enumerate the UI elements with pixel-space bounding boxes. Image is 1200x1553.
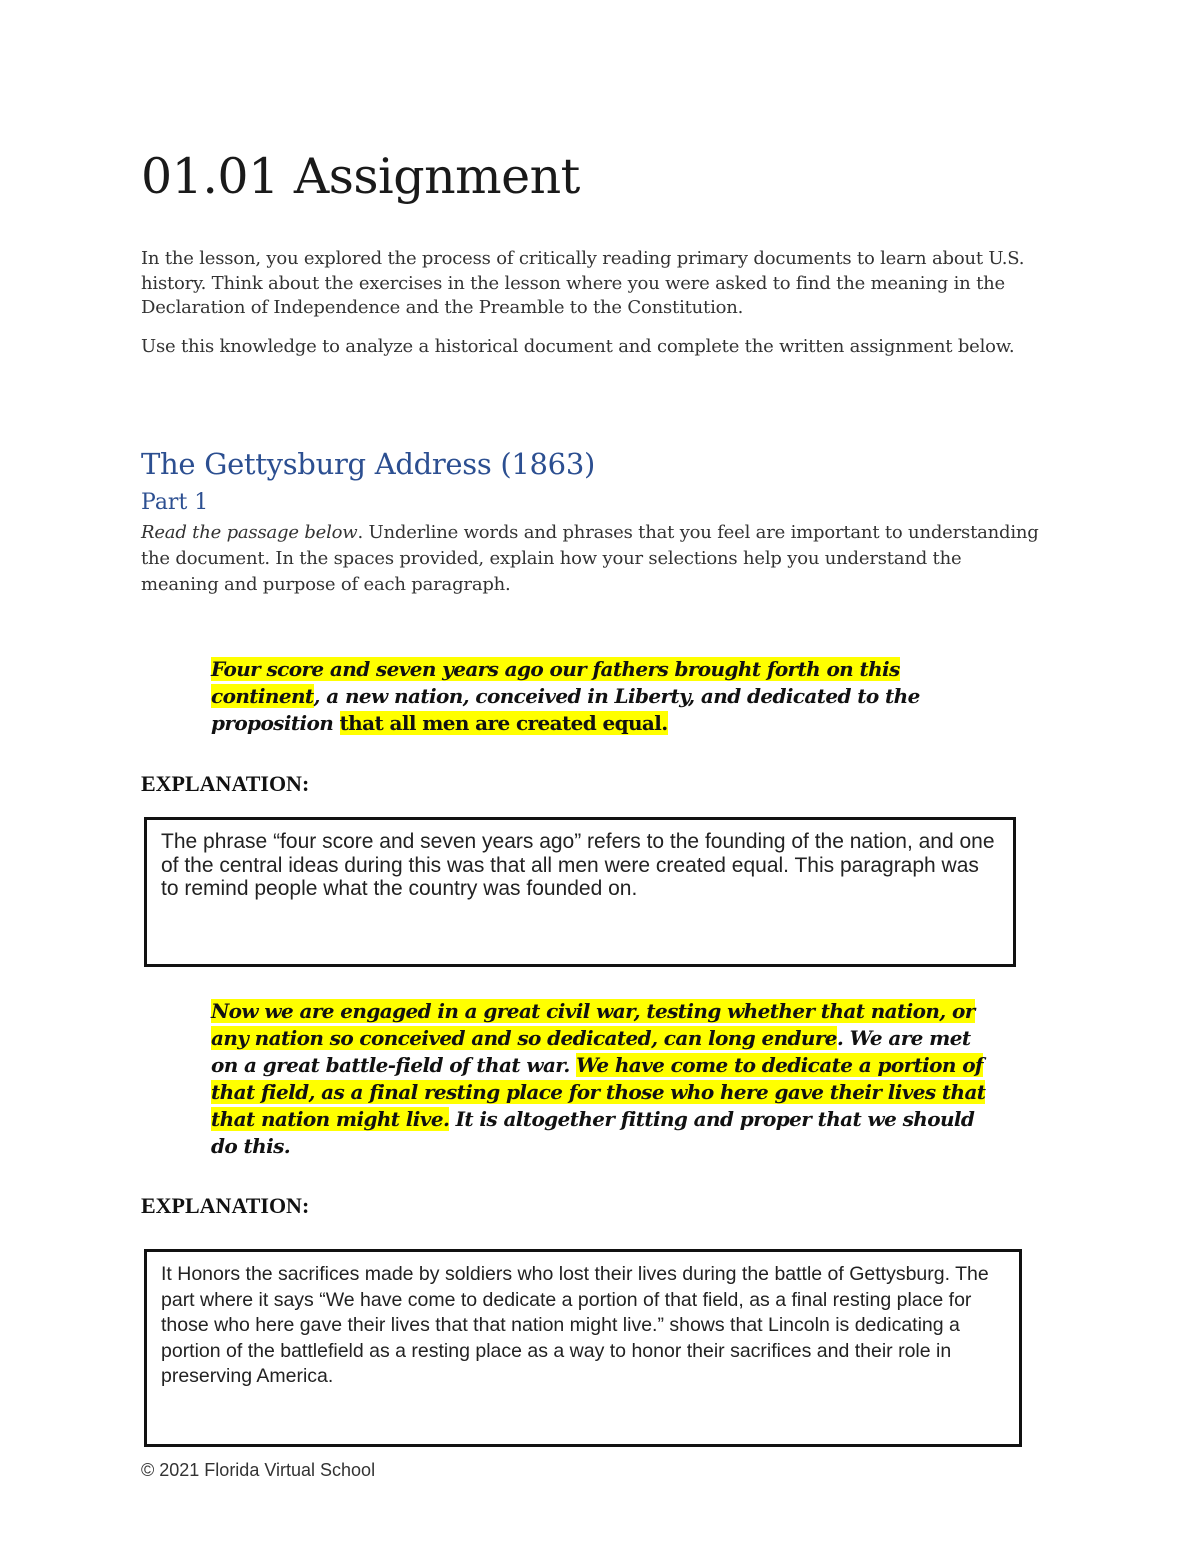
answer-box-1[interactable] bbox=[144, 817, 1016, 967]
answer-text-1: The phrase “four score and seven years ago” refers to the founding of the nation, and one of the central ideas during this was that all men were created equal. This paragraph was to remind people what the country was founded on. bbox=[161, 830, 995, 900]
explanation-label-2: EXPLANATION: bbox=[141, 1193, 310, 1218]
intro-paragraph-2: Use this knowledge to analyze a historical document and complete the written assignment below. bbox=[141, 336, 1015, 357]
instructions bbox=[141, 520, 1041, 598]
passage-2-highlight-a: Now we are engaged in a great civil war, testing whether that nation, or any nation so conceived and so dedicated, can long endure bbox=[211, 999, 975, 1050]
footer-copyright: © 2021 Florida Virtual School bbox=[141, 1460, 376, 1480]
instructions-lead: Read the passage below bbox=[141, 522, 358, 543]
passage-2-plain-a: . We are met on a great battle-field of that war. bbox=[211, 1026, 971, 1077]
passage-2-highlight-b: We have come to dedicate a portion of that field, as a final resting place for those who here gave their lives that that nation might live. bbox=[211, 1053, 986, 1131]
page-title: 01.01 Assignment bbox=[141, 148, 580, 205]
passage-1-plain-a: , a new nation, conceived in Liberty, and dedicated to the proposition bbox=[211, 684, 920, 735]
answer-box-2[interactable] bbox=[144, 1249, 1022, 1447]
section-heading: The Gettysburg Address (1863) bbox=[141, 447, 595, 481]
passage-1-highlight-b: that all men are created equal. bbox=[339, 711, 668, 735]
explanation-label-1: EXPLANATION: bbox=[141, 771, 310, 796]
answer-text-2: It Honors the sacrifices made by soldiers who lost their lives during the battle of Gettysburg. The part where it says “We have come to dedicate a portion of that field, as a final resting place for those who here gave their lives that that nation might live.” shows that Lincoln is dedicating a portion of the battlefield as a resting place as a way to honor their sacrifices and their role in preserving America. bbox=[161, 1263, 989, 1387]
passage-1 bbox=[211, 656, 1001, 737]
part-heading: Part 1 bbox=[141, 490, 209, 515]
passage-2 bbox=[211, 998, 1001, 1160]
passage-2-plain-b: It is altogether fitting and proper that we should do this. bbox=[211, 1107, 975, 1158]
passage-1-highlight-a: Four score and seven years ago our fathers brought forth on this continent bbox=[211, 657, 900, 708]
intro-paragraph-1: In the lesson, you explored the process of critically reading primary documents to learn about U.S. history. Think about the exercises in the lesson where you were asked to find the meaning in the Declaration of Independence and the Preamble to the Constitution. bbox=[141, 248, 1025, 318]
instructions-rest: . Underline words and phrases that you feel are important to understanding the document. In the spaces provided, explain how your selections help you understand the meaning and purpose of each paragraph. bbox=[141, 522, 1039, 595]
